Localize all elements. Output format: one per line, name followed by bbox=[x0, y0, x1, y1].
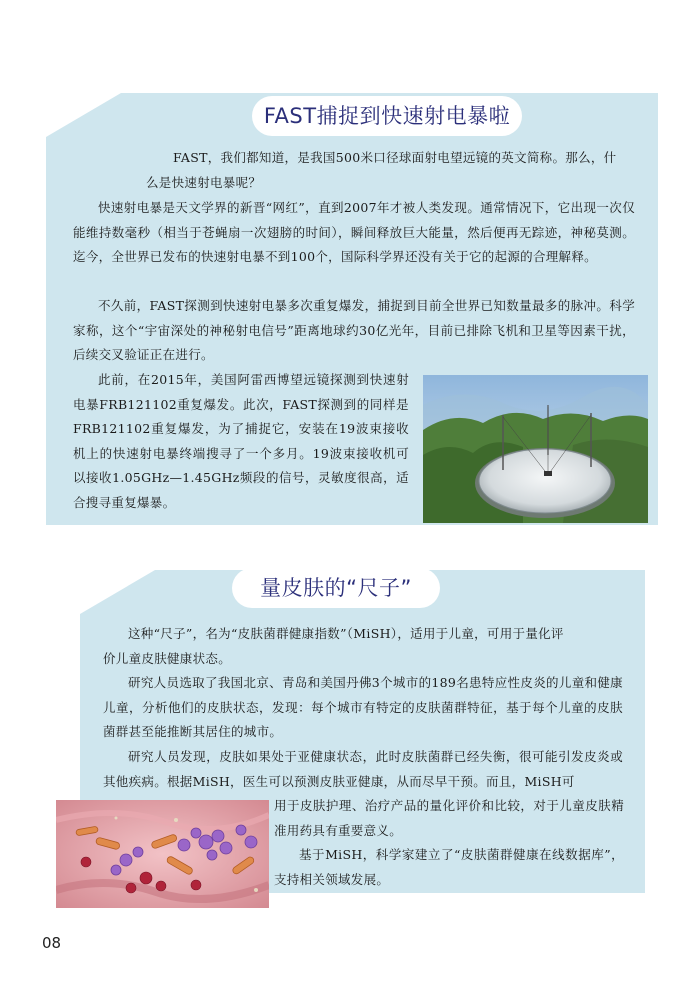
paragraph-intro-line1: FAST，我们都知道，是我国500米口径球面射电望远镜的英文简称。那么，什 bbox=[173, 150, 617, 165]
paragraph-mish-3a: 研究人员发现，皮肤如果处于亚健康状态，此时皮肤菌群已经失衡，很可能引发皮炎或其他疾病。根据MiSH，医生可以预测皮肤亚健康，从而尽早干预。而且，MiSH可 bbox=[103, 749, 623, 789]
paragraph-fast-4: 此前，在2015年，美国阿雷西博望远镜探测到快速射电暴FRB121102重复爆发。此次，FAST探测到的同样是FRB121102重复爆发，为了捕捉它，安装在19波束接收机上的快速射电暴终端搜寻了一个多月。19波束接收机可以接收1.05GHz—1.45GHz频段的信号，灵敏度很高，适合搜寻重复爆暴。 bbox=[73, 372, 409, 510]
paragraph-mish-1b: 价儿童皮肤健康状态。 bbox=[103, 651, 232, 666]
bacteria-illustration bbox=[56, 800, 269, 908]
article-title-fast: FAST捕捉到快速射电暴啦 bbox=[252, 96, 522, 136]
card-corner-notch bbox=[46, 93, 121, 137]
paragraph-fast-3: 不久前，FAST探测到快速射电暴多次重复爆发，捕捉到目前全世界已知数量最多的脉冲。科学家称，这个“宇宙深处的神秘射电信号”距离地球约30亿光年，目前已排除飞机和卫星等因素干扰，后续交叉验证正在进行。 bbox=[73, 298, 635, 363]
paragraph-intro-line2: 么是快速射电暴呢？ bbox=[146, 175, 262, 190]
card-corner-notch bbox=[80, 570, 155, 614]
paragraph-mish-3b: 用于皮肤护理、治疗产品的量化评价和比较，对于儿童皮肤精准用药具有重要意义。 bbox=[274, 798, 624, 838]
article-title-mish: 量皮肤的“尺子” bbox=[232, 568, 440, 608]
fast-telescope-photo bbox=[423, 375, 648, 523]
paragraph-mish-1a: 这种“尺子”，名为“皮肤菌群健康指数”（MiSH），适用于儿童，可用于量化评 bbox=[128, 626, 564, 641]
paragraph-mish-2: 研究人员选取了我国北京、青岛和美国丹佛3个城市的189名患特应性皮炎的儿童和健康儿童，分析他们的皮肤状态，发现：每个城市有特定的皮肤菌群特征，基于每个儿童的皮肤菌群甚至能推断其居住的城市。 bbox=[103, 675, 623, 740]
page-number: 08 bbox=[42, 934, 62, 952]
paragraph-fast-2: 快速射电暴是天文学界的新晋“网红”，直到2007年才被人类发现。通常情况下，它出现一次仅能维持数毫秒（相当于苍蝇扇一次翅膀的时间），瞬间释放巨大能量，然后便再无踪迹，神秘莫测。迄今，全世界已发布的快速射电暴不到100个，国际科学界还没有关于它的起源的合理解释。 bbox=[73, 200, 635, 265]
paragraph-mish-4: 基于MiSH，科学家建立了“皮肤菌群健康在线数据库”，支持相关领域发展。 bbox=[274, 847, 624, 887]
